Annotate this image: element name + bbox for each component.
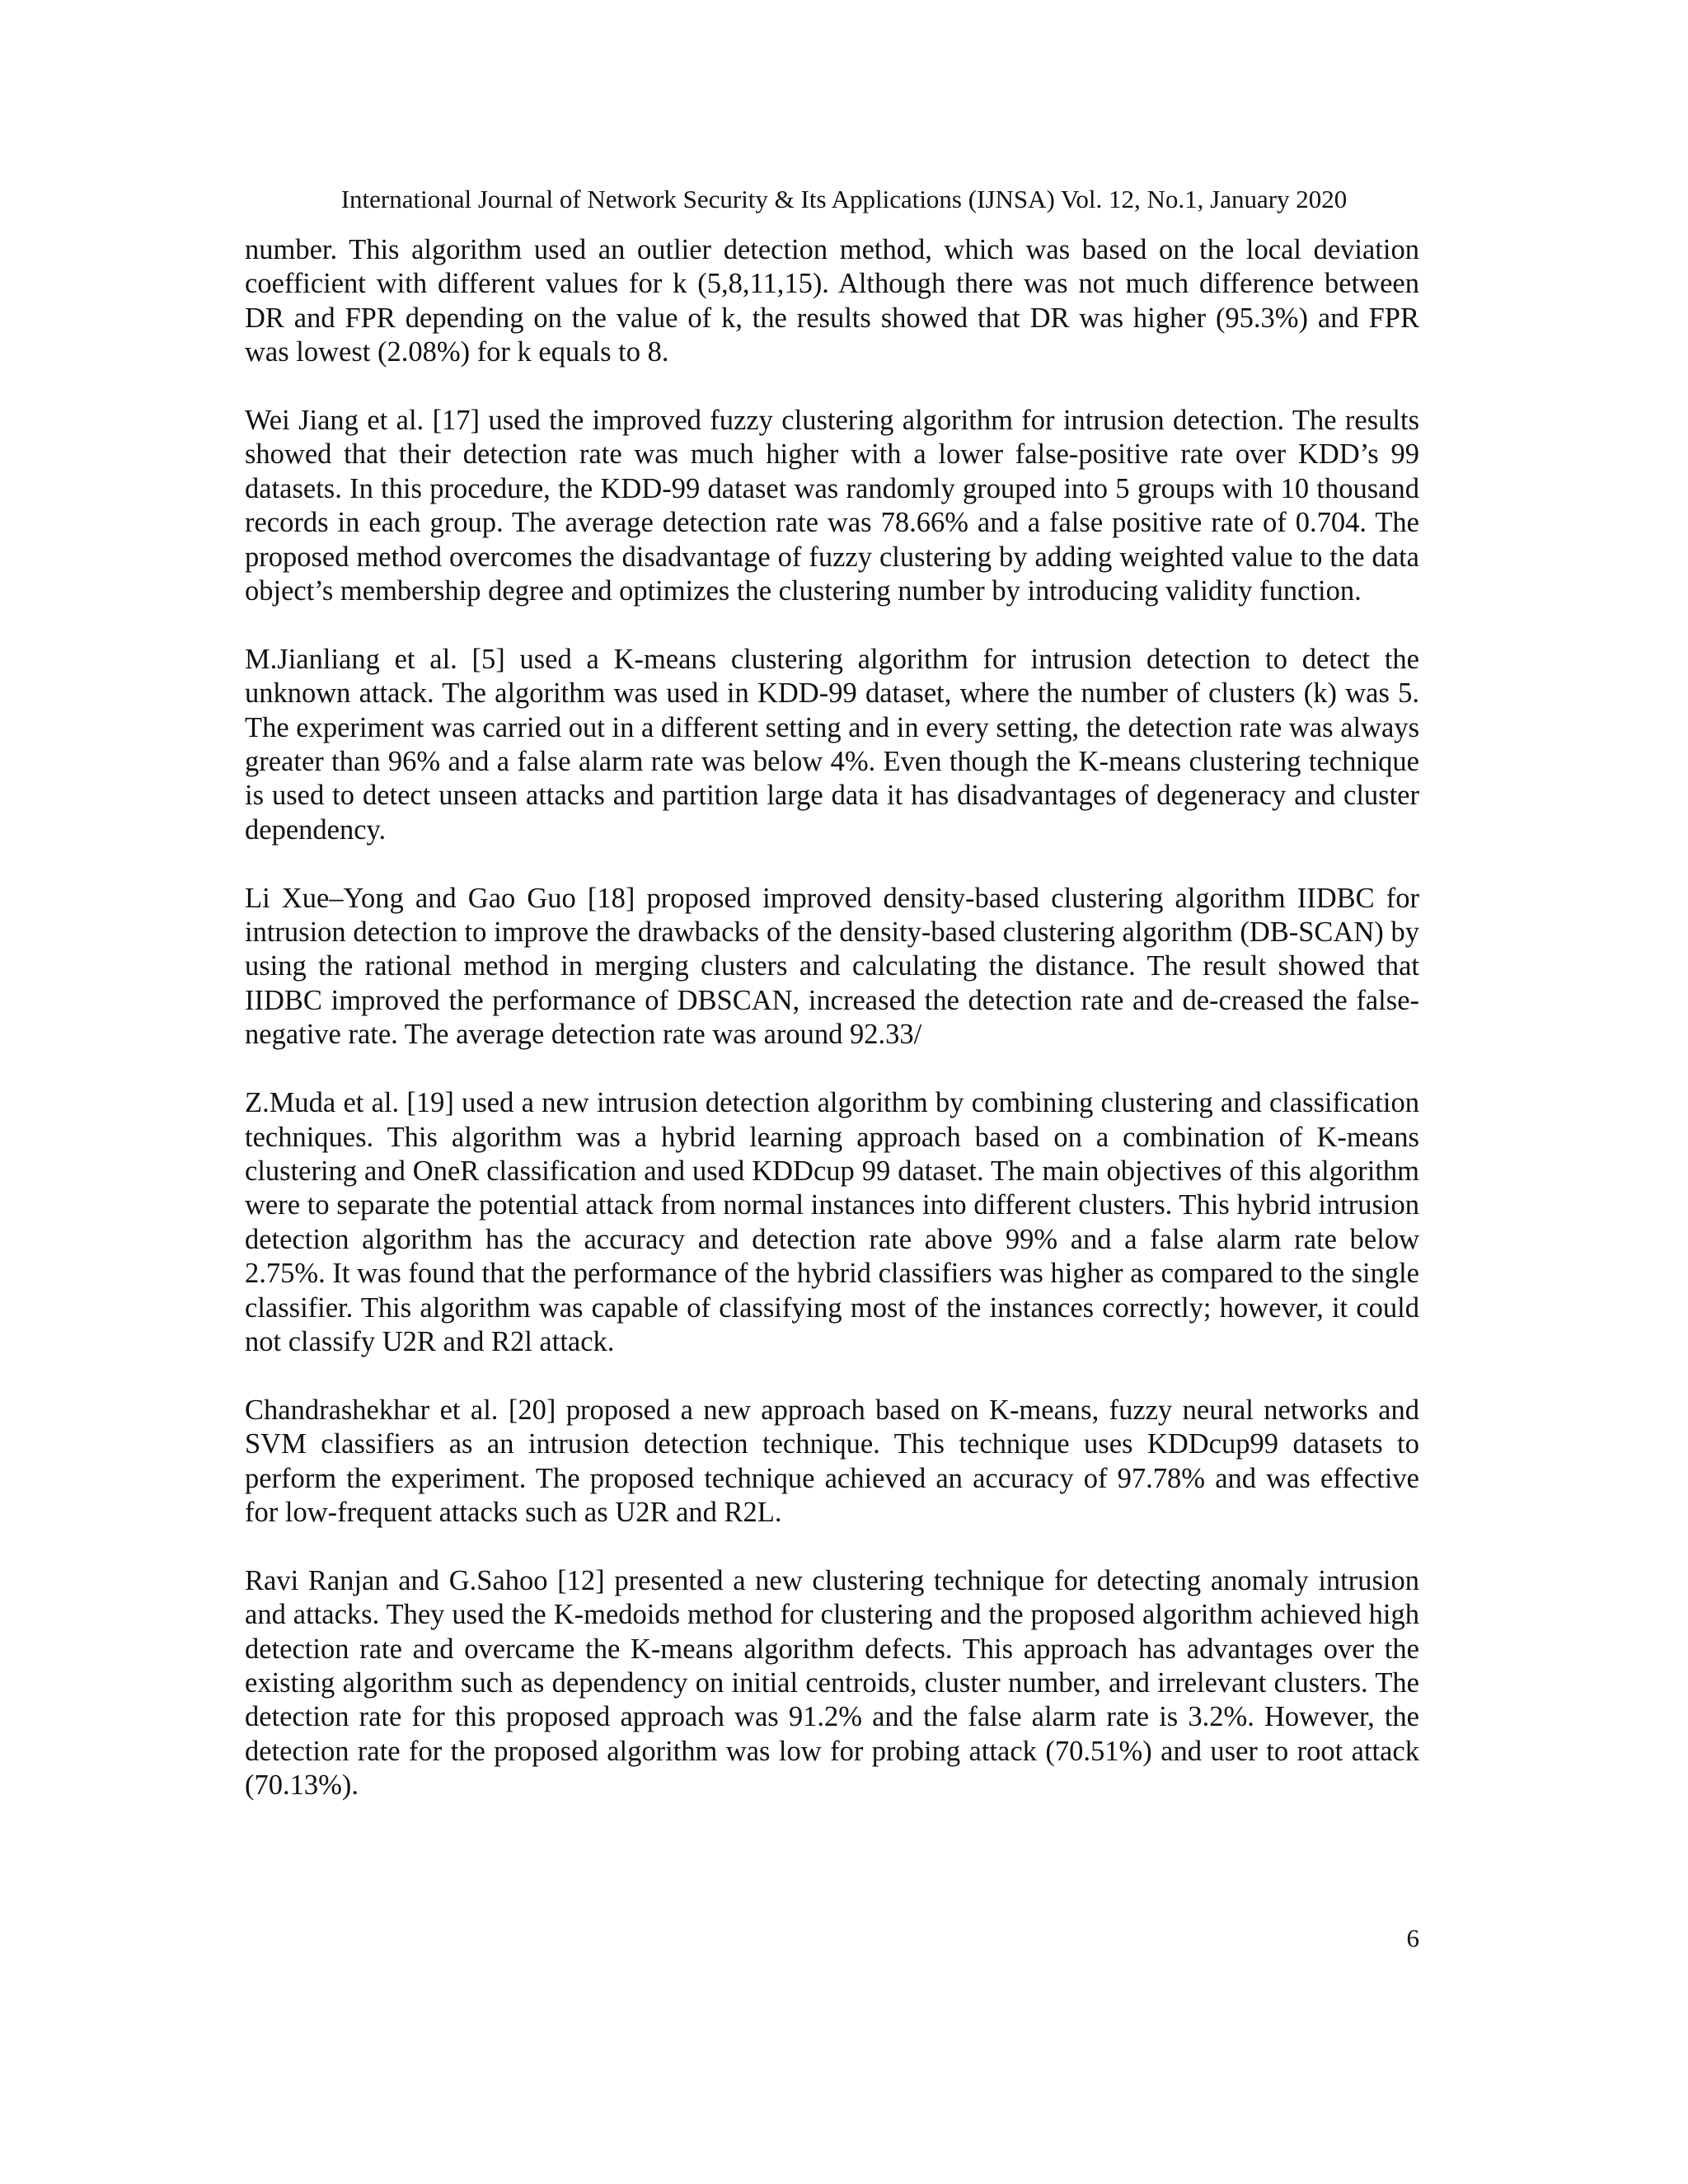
article-body [245, 233, 1419, 1803]
paragraph-jianliang: M.Jianliang et al. [5] used a K-means clustering algorithm for intrusion detection to detect the unknown attack. The algorithm was used in KDD-99 dataset, where the number of clusters (k) was 5. The experiment was carried out in a different setting and in every setting, the detection rate was always greater than 96% and a false alarm rate was below 4%. Even though the K-means clustering technique is used to detect unseen attacks and partition large data it has disadvantages of degeneracy and cluster dependency. [245, 643, 1419, 846]
running-header: International Journal of Network Security & Its Applications (IJNSA) Vol. 12, No.1, January 2020 [340, 185, 1348, 213]
paragraph-wei-jiang: Wei Jiang et al. [17] used the improved fuzzy clustering algorithm for intrusion detection. The results showed that their detection rate was much higher with a lower false-positive rate over KDD’s 99 datasets. In this procedure, the KDD-99 dataset was randomly grouped into 5 groups with 10 thousand records in each group. The average detection rate was 78.66% and a false positive rate of 0.704. The proposed method overcomes the disadvantage of fuzzy clustering by adding weighted value to the data object’s membership degree and optimizes the clustering number by introducing validity function. [245, 405, 1419, 607]
paragraph-ravi-ranjan: Ravi Ranjan and G.Sahoo [12] presented a new clustering technique for detecting anomaly intrusion and attacks. They used the K-medoids method for clustering and the proposed algorithm achieved high detection rate and overcame the K-means algorithm defects. This approach has advantages over the existing algorithm such as dependency on initial centroids, cluster number, and irrelevant clusters. The detection rate for this proposed approach was 91.2% and the false alarm rate is 3.2%. However, the detection rate for the proposed algorithm was low for probing attack (70.51%) and user to root attack (70.13%). [245, 1564, 1419, 1802]
paragraph-muda: Z.Muda et al. [19] used a new intrusion detection algorithm by combining clustering and classification techniques. This algorithm was a hybrid learning approach based on a combination of K-means clustering and OneR classification and used KDDcup 99 dataset. The main objectives of this algorithm were to separate the potential attack from normal instances into different clusters. This hybrid intrusion detection algorithm has the accuracy and detection rate above 99% and a false alarm rate below 2.75%. It was found that the performance of the hybrid classifiers was higher as compared to the single classifier. This algorithm was capable of classifying most of the instances correctly; however, it could not classify U2R and R2l attack. [245, 1087, 1419, 1357]
paragraph-li-xue-yong: Li Xue–Yong and Gao Guo [18] proposed improved density-based clustering algorithm IIDBC for intrusion detection to improve the drawbacks of the density-based clustering algorithm (DB-SCAN) by using the rational method in merging clusters and calculating the distance. The result showed that IIDBC improved the performance of DBSCAN, increased the detection rate and de-creased the false-negative rate. The average detection rate was around 92.33/ [245, 882, 1419, 1051]
page-number: 6 [1406, 1924, 1419, 1952]
paragraph-continuation: number. This algorithm used an outlier detection method, which was based on the local deviation coefficient with different values for k (5,8,11,15). Although there was not much difference between DR and FPR depending on the value of k, the results showed that DR was higher (95.3%) and FPR was lowest (2.08%) for k equals to 8. [245, 234, 1419, 368]
paragraph-chandrashekhar: Chandrashekhar et al. [20] proposed a new approach based on K-means, fuzzy neural networks and SVM classifiers as an intrusion detection technique. This technique uses KDDcup99 datasets to perform the experiment. The proposed technique achieved an accuracy of 97.78% and was effective for low-frequent attacks such as U2R and R2L. [245, 1394, 1419, 1528]
